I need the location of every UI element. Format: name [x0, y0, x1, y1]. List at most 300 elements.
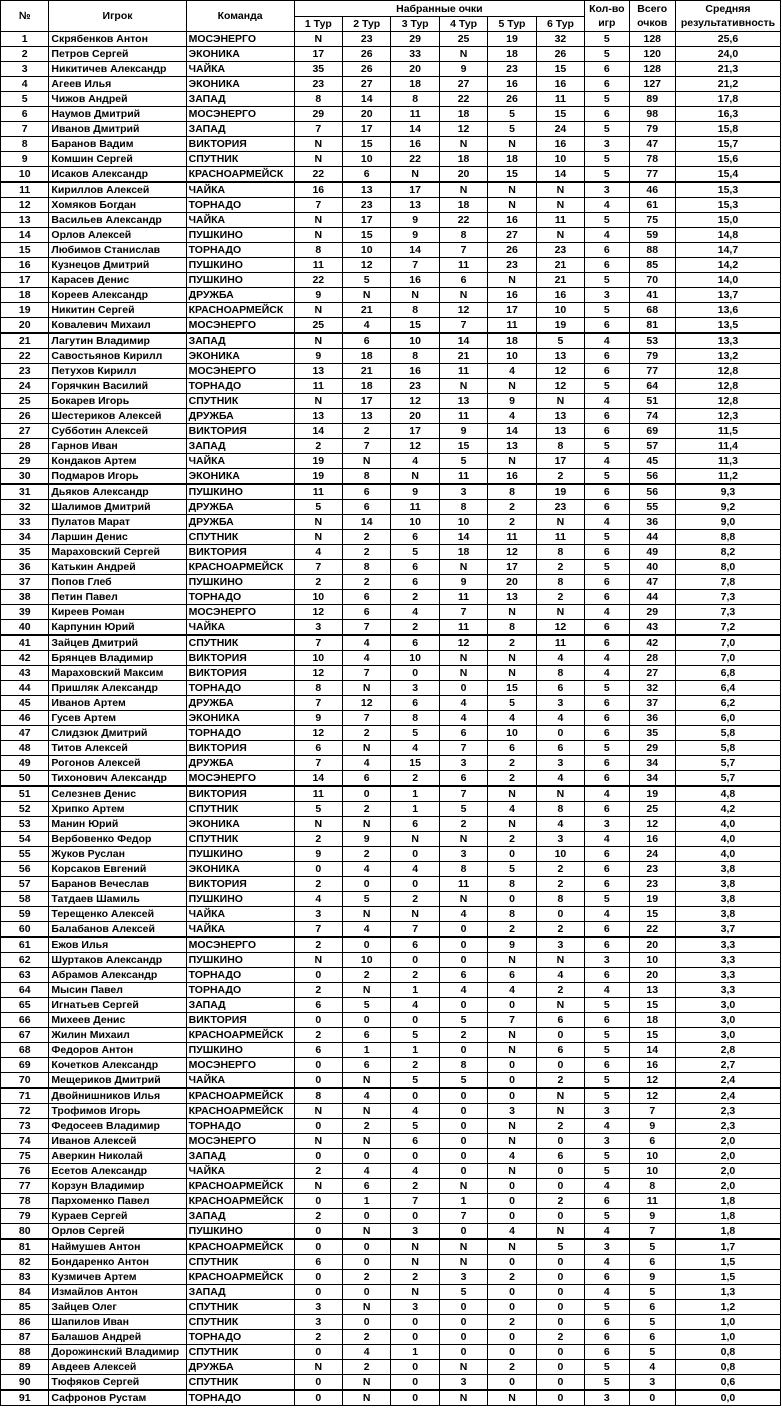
cell-round-1: 10 — [294, 651, 342, 666]
cell-games: 4 — [585, 1285, 629, 1300]
cell-round-6: 0 — [536, 726, 584, 741]
cell-total: 53 — [629, 333, 675, 349]
cell-round-1: 12 — [294, 666, 342, 681]
cell-total: 16 — [629, 1058, 675, 1073]
cell-team: СПУТНИК — [186, 1255, 294, 1270]
cell-team: ТОРНАДО — [186, 243, 294, 258]
cell-team: МОСЭНЕРГО — [186, 32, 294, 47]
cell-average: 1,8 — [675, 1209, 780, 1224]
cell-games: 3 — [585, 1134, 629, 1149]
cell-round-3: 11 — [391, 107, 439, 122]
cell-round-3: N — [391, 832, 439, 847]
cell-team: СПУТНИК — [186, 635, 294, 651]
cell-round-2: 2 — [343, 1119, 391, 1134]
cell-team: ВИКТОРИЯ — [186, 741, 294, 756]
cell-round-5: 0 — [488, 1058, 536, 1073]
cell-round-6: 2 — [536, 1119, 584, 1134]
cell-round-3: N — [391, 167, 439, 183]
table-row — [1, 907, 781, 922]
cell-round-1: 3 — [294, 1300, 342, 1315]
cell-total: 12 — [629, 1088, 675, 1104]
cell-num: 57 — [1, 877, 49, 892]
cell-games: 5 — [585, 1043, 629, 1058]
cell-total: 3 — [629, 1375, 675, 1391]
cell-round-5: 0 — [488, 1179, 536, 1194]
cell-round-3: N — [391, 907, 439, 922]
header-num: № — [1, 1, 49, 32]
cell-round-6: 6 — [536, 741, 584, 756]
cell-num: 39 — [1, 605, 49, 620]
cell-num: 55 — [1, 847, 49, 862]
cell-round-3: 6 — [391, 1134, 439, 1149]
cell-round-3: 2 — [391, 620, 439, 636]
table-row — [1, 394, 781, 409]
cell-round-3: 2 — [391, 1270, 439, 1285]
cell-round-6: 13 — [536, 409, 584, 424]
cell-games: 6 — [585, 802, 629, 817]
cell-round-2: 6 — [343, 605, 391, 620]
cell-player: Бондаренко Антон — [49, 1255, 186, 1270]
cell-round-4: 2 — [439, 1028, 487, 1043]
cell-round-6: 0 — [536, 1134, 584, 1149]
cell-total: 41 — [629, 288, 675, 303]
cell-round-5: N — [488, 786, 536, 802]
cell-average: 13,6 — [675, 303, 780, 318]
cell-team: ПУШКИНО — [186, 575, 294, 590]
cell-team: ЗАПАД — [186, 998, 294, 1013]
cell-average: 2,3 — [675, 1104, 780, 1119]
cell-round-3: 0 — [391, 877, 439, 892]
cell-team: СПУТНИК — [186, 1300, 294, 1315]
cell-round-3: 4 — [391, 998, 439, 1013]
cell-round-5: 8 — [488, 877, 536, 892]
cell-round-3: 0 — [391, 1360, 439, 1375]
cell-round-2: 1 — [343, 1043, 391, 1058]
cell-team: ВИКТОРИЯ — [186, 137, 294, 152]
cell-games: 6 — [585, 620, 629, 636]
cell-team: КРАСНОАРМЕЙСК — [186, 1194, 294, 1209]
cell-team: ЭКОНИКА — [186, 711, 294, 726]
cell-num: 25 — [1, 394, 49, 409]
cell-round-1: 2 — [294, 1209, 342, 1224]
cell-total: 69 — [629, 424, 675, 439]
cell-games: 4 — [585, 832, 629, 847]
cell-total: 68 — [629, 303, 675, 318]
cell-round-5: N — [488, 1028, 536, 1043]
cell-player: Кузмичев Артем — [49, 1270, 186, 1285]
cell-round-2: N — [343, 288, 391, 303]
cell-round-3: 2 — [391, 968, 439, 983]
cell-round-2: N — [343, 1073, 391, 1089]
cell-round-6: 6 — [536, 1043, 584, 1058]
cell-round-3: 1 — [391, 786, 439, 802]
cell-player: Кондаков Артем — [49, 454, 186, 469]
cell-round-5: 26 — [488, 243, 536, 258]
cell-round-2: 2 — [343, 545, 391, 560]
cell-round-3: 9 — [391, 228, 439, 243]
cell-round-6: 12 — [536, 364, 584, 379]
cell-games: 6 — [585, 243, 629, 258]
cell-num: 64 — [1, 983, 49, 998]
table-row — [1, 862, 781, 877]
cell-round-3: 0 — [391, 1375, 439, 1391]
cell-round-2: 17 — [343, 394, 391, 409]
cell-total: 16 — [629, 832, 675, 847]
cell-round-1: 10 — [294, 590, 342, 605]
cell-total: 98 — [629, 107, 675, 122]
cell-round-2: 0 — [343, 786, 391, 802]
cell-round-6: 15 — [536, 107, 584, 122]
table-row — [1, 454, 781, 469]
cell-round-3: 8 — [391, 92, 439, 107]
cell-round-5: 0 — [488, 1345, 536, 1360]
table-row — [1, 198, 781, 213]
cell-round-6: 2 — [536, 922, 584, 938]
cell-round-3: 5 — [391, 726, 439, 741]
cell-round-4: 9 — [439, 424, 487, 439]
cell-round-5: N — [488, 273, 536, 288]
cell-total: 9 — [629, 1119, 675, 1134]
cell-games: 6 — [585, 575, 629, 590]
cell-round-3: 2 — [391, 1058, 439, 1073]
cell-total: 9 — [629, 1209, 675, 1224]
cell-team: ЭКОНИКА — [186, 469, 294, 485]
cell-round-2: N — [343, 1134, 391, 1149]
cell-round-4: 11 — [439, 469, 487, 485]
cell-average: 1,0 — [675, 1315, 780, 1330]
cell-round-1: 7 — [294, 696, 342, 711]
cell-player: Жуков Руслан — [49, 847, 186, 862]
cell-average: 12,3 — [675, 409, 780, 424]
cell-num: 10 — [1, 167, 49, 183]
cell-games: 6 — [585, 862, 629, 877]
cell-round-5: 2 — [488, 771, 536, 787]
cell-round-2: N — [343, 681, 391, 696]
cell-round-1: 2 — [294, 1028, 342, 1043]
cell-round-4: N — [439, 379, 487, 394]
cell-round-5: 0 — [488, 1073, 536, 1089]
cell-num: 20 — [1, 318, 49, 334]
cell-num: 6 — [1, 107, 49, 122]
cell-team: КРАСНОАРМЕЙСК — [186, 1104, 294, 1119]
cell-round-3: 0 — [391, 1330, 439, 1345]
cell-round-2: 0 — [343, 1285, 391, 1300]
cell-player: Орлов Алексей — [49, 228, 186, 243]
cell-average: 2,0 — [675, 1164, 780, 1179]
cell-total: 85 — [629, 258, 675, 273]
cell-round-1: 0 — [294, 1375, 342, 1391]
table-row — [1, 469, 781, 485]
cell-num: 36 — [1, 560, 49, 575]
cell-round-3: 4 — [391, 1104, 439, 1119]
cell-total: 5 — [629, 1285, 675, 1300]
cell-games: 6 — [585, 847, 629, 862]
cell-average: 9,0 — [675, 515, 780, 530]
cell-player: Мысин Павел — [49, 983, 186, 998]
cell-player: Чижов Андрей — [49, 92, 186, 107]
cell-round-1: 6 — [294, 1255, 342, 1270]
cell-average: 15,7 — [675, 137, 780, 152]
cell-round-4: 2 — [439, 817, 487, 832]
cell-team: ДРУЖБА — [186, 696, 294, 711]
cell-average: 15,6 — [675, 152, 780, 167]
cell-round-2: N — [343, 983, 391, 998]
cell-num: 9 — [1, 152, 49, 167]
cell-round-1: 8 — [294, 92, 342, 107]
cell-round-5: N — [488, 1390, 536, 1406]
cell-team: ВИКТОРИЯ — [186, 1013, 294, 1028]
cell-num: 72 — [1, 1104, 49, 1119]
cell-total: 18 — [629, 1013, 675, 1028]
cell-round-1: 0 — [294, 1239, 342, 1255]
cell-round-4: 9 — [439, 62, 487, 77]
cell-num: 18 — [1, 288, 49, 303]
cell-num: 12 — [1, 198, 49, 213]
cell-round-6: 0 — [536, 1315, 584, 1330]
cell-player: Лагутин Владимир — [49, 333, 186, 349]
cell-games: 6 — [585, 500, 629, 515]
cell-games: 4 — [585, 666, 629, 681]
cell-round-2: 2 — [343, 530, 391, 545]
cell-round-3: 20 — [391, 409, 439, 424]
cell-player: Савостьянов Кирилл — [49, 349, 186, 364]
cell-average: 11,3 — [675, 454, 780, 469]
table-row — [1, 983, 781, 998]
cell-player: Гусев Артем — [49, 711, 186, 726]
cell-average: 2,3 — [675, 1119, 780, 1134]
cell-round-4: 5 — [439, 802, 487, 817]
cell-round-4: N — [439, 1179, 487, 1194]
cell-round-3: 20 — [391, 62, 439, 77]
cell-num: 89 — [1, 1360, 49, 1375]
cell-num: 56 — [1, 862, 49, 877]
table-row — [1, 364, 781, 379]
cell-player: Брянцев Владимир — [49, 651, 186, 666]
cell-num: 1 — [1, 32, 49, 47]
cell-round-2: 6 — [343, 484, 391, 500]
table-row — [1, 213, 781, 228]
cell-average: 9,3 — [675, 484, 780, 500]
cell-round-2: 4 — [343, 651, 391, 666]
cell-num: 43 — [1, 666, 49, 681]
cell-round-4: 20 — [439, 167, 487, 183]
cell-total: 79 — [629, 349, 675, 364]
cell-games: 4 — [585, 515, 629, 530]
table-body — [1, 32, 781, 1406]
cell-games: 5 — [585, 213, 629, 228]
cell-round-4: 8 — [439, 500, 487, 515]
cell-player: Игнатьев Сергей — [49, 998, 186, 1013]
cell-games: 6 — [585, 711, 629, 726]
table-row — [1, 515, 781, 530]
cell-team: ДРУЖБА — [186, 409, 294, 424]
cell-total: 0 — [629, 1390, 675, 1406]
cell-round-3: 12 — [391, 394, 439, 409]
cell-player: Бокарев Игорь — [49, 394, 186, 409]
cell-round-2: 13 — [343, 409, 391, 424]
table-row — [1, 937, 781, 953]
cell-total: 64 — [629, 379, 675, 394]
table-row — [1, 228, 781, 243]
cell-round-4: 12 — [439, 122, 487, 137]
cell-team: МОСЭНЕРГО — [186, 937, 294, 953]
header-total: Всего очков — [629, 1, 675, 32]
cell-round-2: 13 — [343, 182, 391, 198]
cell-round-5: 2 — [488, 922, 536, 938]
cell-round-2: 4 — [343, 756, 391, 771]
cell-round-3: 8 — [391, 303, 439, 318]
cell-num: 34 — [1, 530, 49, 545]
cell-games: 5 — [585, 1088, 629, 1104]
table-row — [1, 590, 781, 605]
cell-player: Наумов Дмитрий — [49, 107, 186, 122]
cell-round-3: 14 — [391, 122, 439, 137]
table-row — [1, 1255, 781, 1270]
cell-round-2: 0 — [343, 1315, 391, 1330]
cell-total: 19 — [629, 892, 675, 907]
cell-games: 4 — [585, 983, 629, 998]
cell-games: 6 — [585, 1315, 629, 1330]
cell-round-4: 15 — [439, 439, 487, 454]
cell-games: 6 — [585, 590, 629, 605]
cell-average: 1,5 — [675, 1255, 780, 1270]
cell-average: 14,7 — [675, 243, 780, 258]
cell-team: ВИКТОРИЯ — [186, 786, 294, 802]
cell-round-5: 10 — [488, 349, 536, 364]
cell-round-5: 4 — [488, 409, 536, 424]
table-row — [1, 605, 781, 620]
cell-average: 16,3 — [675, 107, 780, 122]
cell-round-2: 0 — [343, 1239, 391, 1255]
cell-team: СПУТНИК — [186, 1375, 294, 1391]
cell-round-6: 19 — [536, 484, 584, 500]
cell-average: 2,8 — [675, 1043, 780, 1058]
cell-round-5: N — [488, 182, 536, 198]
cell-round-6: 6 — [536, 1149, 584, 1164]
cell-games: 4 — [585, 454, 629, 469]
cell-round-5: 16 — [488, 469, 536, 485]
cell-player: Трофимов Игорь — [49, 1104, 186, 1119]
cell-round-6: 4 — [536, 968, 584, 983]
cell-player: Иванов Дмитрий — [49, 122, 186, 137]
cell-games: 6 — [585, 771, 629, 787]
cell-games: 3 — [585, 1390, 629, 1406]
cell-round-4: N — [439, 288, 487, 303]
cell-round-6: 0 — [536, 1375, 584, 1391]
cell-round-3: 5 — [391, 1073, 439, 1089]
header-round-2: 2 Тур — [343, 17, 391, 32]
cell-round-5: 2 — [488, 635, 536, 651]
cell-games: 5 — [585, 167, 629, 183]
cell-player: Татдаев Шамиль — [49, 892, 186, 907]
cell-games: 5 — [585, 1164, 629, 1179]
cell-round-1: 0 — [294, 1058, 342, 1073]
cell-team: СПУТНИК — [186, 152, 294, 167]
cell-team: ЭКОНИКА — [186, 817, 294, 832]
cell-round-3: 1 — [391, 802, 439, 817]
cell-round-1: 6 — [294, 998, 342, 1013]
cell-round-4: 22 — [439, 213, 487, 228]
cell-round-6: N — [536, 605, 584, 620]
cell-round-3: 16 — [391, 137, 439, 152]
cell-num: 88 — [1, 1345, 49, 1360]
cell-round-6: 16 — [536, 288, 584, 303]
cell-round-5: N — [488, 454, 536, 469]
cell-round-6: 5 — [536, 1239, 584, 1255]
cell-round-5: N — [488, 379, 536, 394]
table-row — [1, 726, 781, 741]
cell-player: Балабанов Алексей — [49, 922, 186, 938]
cell-games: 6 — [585, 1194, 629, 1209]
cell-round-5: 27 — [488, 228, 536, 243]
cell-num: 17 — [1, 273, 49, 288]
cell-round-6: 6 — [536, 1013, 584, 1028]
cell-round-4: 4 — [439, 711, 487, 726]
cell-total: 20 — [629, 968, 675, 983]
cell-round-1: 23 — [294, 77, 342, 92]
cell-round-4: 11 — [439, 258, 487, 273]
cell-team: СПУТНИК — [186, 530, 294, 545]
table-row — [1, 182, 781, 198]
header-round-1: 1 Тур — [294, 17, 342, 32]
table-row — [1, 62, 781, 77]
cell-round-5: N — [488, 605, 536, 620]
cell-total: 47 — [629, 575, 675, 590]
cell-player: Жилин Михаил — [49, 1028, 186, 1043]
cell-num: 31 — [1, 484, 49, 500]
table-row — [1, 122, 781, 137]
cell-average: 6,4 — [675, 681, 780, 696]
cell-player: Пархоменко Павел — [49, 1194, 186, 1209]
cell-round-5: 17 — [488, 303, 536, 318]
cell-round-5: 2 — [488, 1360, 536, 1375]
cell-team: ПУШКИНО — [186, 847, 294, 862]
cell-total: 10 — [629, 953, 675, 968]
cell-round-2: 2 — [343, 575, 391, 590]
table-row — [1, 92, 781, 107]
table-row — [1, 1224, 781, 1240]
cell-round-6: 13 — [536, 349, 584, 364]
cell-round-3: 15 — [391, 318, 439, 334]
cell-total: 47 — [629, 137, 675, 152]
cell-round-1: 14 — [294, 424, 342, 439]
cell-round-5: 0 — [488, 998, 536, 1013]
cell-round-5: N — [488, 137, 536, 152]
cell-round-1: 13 — [294, 409, 342, 424]
cell-num: 23 — [1, 364, 49, 379]
cell-round-6: 2 — [536, 590, 584, 605]
table-row — [1, 998, 781, 1013]
cell-games: 3 — [585, 288, 629, 303]
cell-average: 11,5 — [675, 424, 780, 439]
cell-round-2: 12 — [343, 258, 391, 273]
cell-num: 5 — [1, 92, 49, 107]
table-row — [1, 1375, 781, 1391]
cell-round-6: 4 — [536, 651, 584, 666]
table-row — [1, 379, 781, 394]
cell-player: Есетов Александр — [49, 1164, 186, 1179]
cell-round-2: 17 — [343, 213, 391, 228]
cell-round-2: 4 — [343, 635, 391, 651]
cell-games: 6 — [585, 258, 629, 273]
cell-round-6: 2 — [536, 1330, 584, 1345]
cell-team: ЭКОНИКА — [186, 862, 294, 877]
cell-round-5: 4 — [488, 1149, 536, 1164]
table-row — [1, 1390, 781, 1406]
cell-team: СПУТНИК — [186, 394, 294, 409]
cell-round-4: 0 — [439, 1315, 487, 1330]
cell-team: ТОРНАДО — [186, 379, 294, 394]
